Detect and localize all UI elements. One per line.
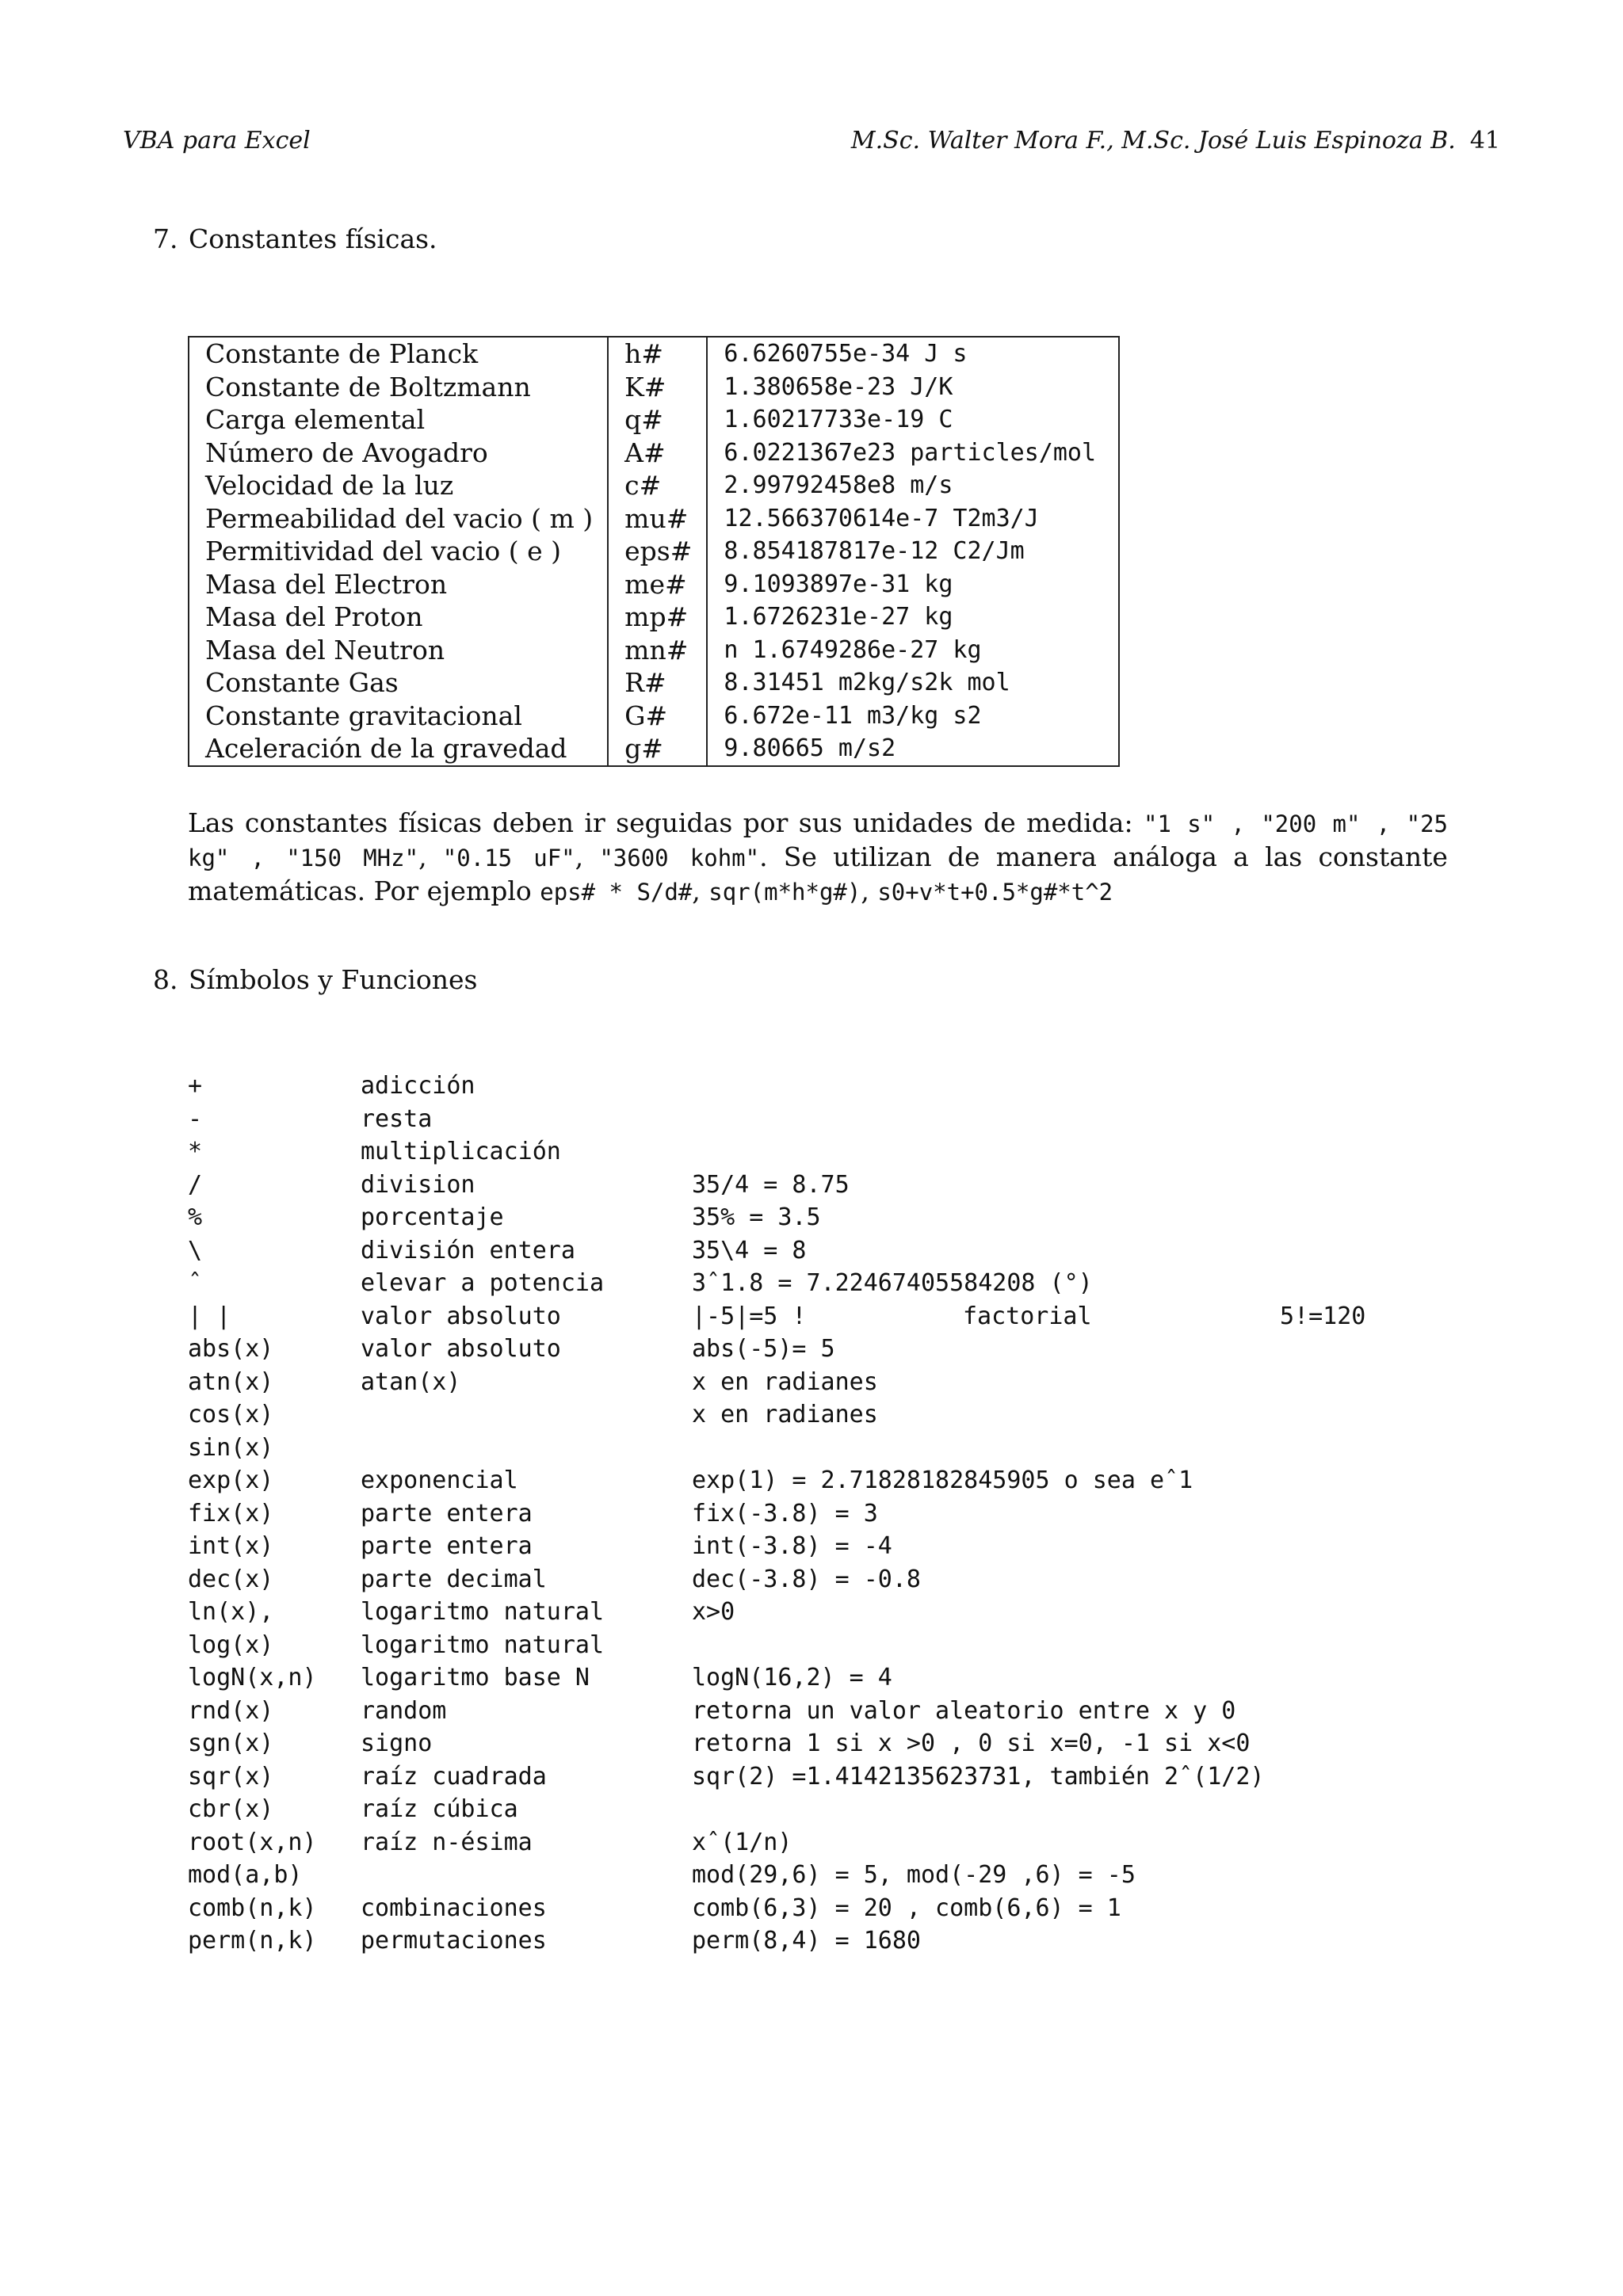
symbol-example: 35\4 = 8 [692, 1236, 807, 1264]
symbol-example: logN(16,2) = 4 [692, 1664, 892, 1691]
symbol: | | [188, 1302, 231, 1330]
symbol-example: abs(-5)= 5 [692, 1335, 835, 1363]
symbol-example: x en radianes [692, 1367, 878, 1396]
symbol-example: 35% = 3.5 [692, 1203, 821, 1231]
symbol: * [188, 1138, 203, 1165]
symbol: exp(x) [188, 1466, 274, 1494]
constant-name: Aceleración de la gravedad [189, 732, 608, 766]
symbol-description: multiplicación [361, 1138, 561, 1165]
symbol: fix(x) [188, 1499, 274, 1527]
symbol-description: porcentaje [361, 1203, 504, 1231]
constant-row [189, 437, 1119, 470]
symbol: sgn(x) [188, 1730, 274, 1757]
paragraph-code: s0+v*t+0.5*g#*t^2 [877, 879, 1113, 906]
paragraph-text: Las constantes físicas deben ir seguidas por sus unidades de medida: [188, 807, 1144, 838]
constant-symbol: R# [608, 666, 707, 700]
page-number: 41 [1469, 127, 1500, 154]
constant-row [189, 601, 1119, 634]
constant-name: Masa del Proton [189, 601, 608, 634]
symbol: - [188, 1104, 203, 1133]
section-title: Constantes físicas. [189, 223, 437, 254]
symbol-description: exponencial [361, 1466, 518, 1494]
symbol: / [188, 1170, 203, 1199]
constant-row [189, 568, 1119, 601]
symbol: ln(x), [188, 1598, 274, 1626]
symbol-example: fix(-3.8) = 3 [692, 1499, 878, 1527]
constant-value: 1.6726231e-27 kg [724, 603, 953, 631]
constant-name: Carga elemental [189, 403, 608, 437]
constant-symbol: h# [608, 337, 707, 371]
symbol: int(x) [188, 1532, 274, 1560]
paragraph-code: sqr(m*h*g#) [708, 879, 861, 906]
constant-value: 1.380658e-23 J/K [724, 372, 953, 401]
symbol-description: raíz n-ésima [361, 1828, 533, 1856]
symbol: + [188, 1072, 203, 1100]
constant-name: Constante gravitacional [189, 700, 608, 733]
constant-row [189, 732, 1119, 766]
symbol-description: division [361, 1170, 475, 1199]
constant-symbol: mp# [608, 601, 707, 634]
symbol-example: perm(8,4) = 1680 [692, 1927, 921, 1955]
symbol: % [188, 1203, 203, 1231]
symbol-example: exp(1) = 2.71828182845905 o sea eˆ1 [692, 1466, 1193, 1494]
constant-name: Constante Gas [189, 666, 608, 700]
symbol: \ [188, 1236, 203, 1264]
symbol-example: 35/4 = 8.75 [692, 1170, 850, 1199]
symbol: perm(n,k) [188, 1927, 317, 1955]
constant-value: 8.31451 m2kg/s2k mol [724, 669, 1010, 696]
constant-value: 9.80665 m/s2 [724, 734, 896, 762]
constant-value: n 1.6749286e-27 kg [724, 635, 982, 664]
symbol: mod(a,b) [188, 1861, 303, 1889]
constant-symbol: c# [608, 469, 707, 502]
constant-name: Constante de Boltzmann [189, 371, 608, 404]
constant-value: 12.566370614e-7 T2m3/J [724, 504, 1039, 532]
symbol-description: permutaciones [361, 1927, 547, 1955]
constant-row [189, 700, 1119, 733]
symbol-example: sqr(2) =1.4142135623731, también 2ˆ(1/2) [692, 1762, 1265, 1791]
symbol: logN(x,n) [188, 1664, 317, 1691]
symbol: atn(x) [188, 1367, 274, 1396]
symbol-description: parte decimal [361, 1565, 547, 1593]
paragraph-code: eps# * S/d# [540, 879, 693, 906]
symbol-description: logaritmo base N [361, 1664, 590, 1691]
symbol-description: división entera [361, 1236, 575, 1264]
symbol: abs(x) [188, 1335, 274, 1363]
constant-value: 9.1093897e-31 kg [724, 570, 953, 598]
constants-table [188, 336, 1120, 767]
constant-row [189, 666, 1119, 700]
symbol-description: elevar a potencia [361, 1269, 605, 1297]
symbol: sqr(x) [188, 1762, 274, 1791]
paragraph-text: , [575, 841, 600, 872]
constant-name: Masa del Electron [189, 568, 608, 601]
constant-value: 8.854187817e-12 C2/Jm [724, 537, 1025, 565]
symbol: cos(x) [188, 1401, 274, 1428]
constant-row [189, 634, 1119, 667]
section-number: 7. [153, 223, 178, 254]
paragraph-code: "0.15 uF" [442, 845, 575, 871]
constant-symbol: q# [608, 403, 707, 437]
symbol-description: combinaciones [361, 1894, 547, 1922]
symbol-description: resta [361, 1104, 433, 1133]
symbol-description: valor absoluto [361, 1302, 561, 1330]
constant-row [189, 502, 1119, 536]
symbol-description: adicción [361, 1072, 475, 1100]
constant-name: Masa del Neutron [189, 634, 608, 667]
constant-name: Permeabilidad del vacio ( m ) [189, 502, 608, 536]
constant-row [189, 535, 1119, 568]
symbol: comb(n,k) [188, 1894, 317, 1922]
constant-row [189, 469, 1119, 502]
constant-symbol: eps# [608, 535, 707, 568]
paragraph-text: , [692, 875, 709, 906]
constant-symbol: g# [608, 732, 707, 766]
symbol-description: atan(x) [361, 1367, 461, 1396]
constant-row [189, 371, 1119, 404]
page-header [123, 127, 1500, 154]
paragraph-text: , [418, 841, 443, 872]
symbol: ˆ [188, 1269, 203, 1297]
symbol-description: raíz cuadrada [361, 1762, 547, 1791]
constant-name: Permitividad del vacio ( e ) [189, 535, 608, 568]
constants-paragraph [188, 807, 1448, 909]
constant-symbol: A# [608, 437, 707, 470]
symbol-example: 3ˆ1.8 = 7.22467405584208 (°) [692, 1269, 1093, 1297]
constant-value: 6.6260755e-34 J s [724, 340, 968, 368]
section-title: Símbolos y Funciones [189, 964, 478, 995]
constant-value: 6.0221367e23 particles/mol [724, 438, 1097, 467]
constant-symbol: K# [608, 371, 707, 404]
symbol-example: comb(6,3) = 20 , comb(6,6) = 1 [692, 1894, 1121, 1922]
constant-symbol: me# [608, 568, 707, 601]
symbol-extra-description: factorial [963, 1302, 1092, 1330]
symbol: log(x) [188, 1630, 274, 1659]
symbol-description: logaritmo natural [361, 1630, 605, 1659]
symbol-example: x>0 [692, 1598, 735, 1626]
symbol-example: x en radianes [692, 1401, 878, 1428]
symbol: sin(x) [188, 1433, 274, 1462]
header-authors [851, 127, 1500, 154]
section-number: 8. [153, 964, 178, 995]
paragraph-text: . Se utilizan de manera análoga a las constante matemáticas. Por ejemplo [188, 841, 1448, 906]
symbol-example: mod(29,6) = 5, mod(-29 ,6) = -5 [692, 1861, 1136, 1889]
constant-symbol: mn# [608, 634, 707, 667]
symbol-description: valor absoluto [361, 1335, 561, 1363]
section-8-heading [153, 964, 477, 995]
constant-symbol: mu# [608, 502, 707, 536]
constant-value: 6.672e-11 m3/kg s2 [724, 701, 982, 730]
symbol-description: raíz cúbica [361, 1795, 518, 1823]
symbol-description: signo [361, 1730, 433, 1757]
header-title: VBA para Excel [123, 127, 311, 154]
symbol-example: int(-3.8) = -4 [692, 1532, 892, 1560]
symbol-description: parte entera [361, 1532, 533, 1560]
constant-row [189, 337, 1119, 371]
paragraph-text: , [861, 875, 878, 906]
symbol-example: retorna 1 si x >0 , 0 si x=0, -1 si x<0 [692, 1730, 1251, 1757]
constant-row [189, 403, 1119, 437]
symbol: dec(x) [188, 1565, 274, 1593]
symbol-description: parte entera [361, 1499, 533, 1527]
symbol-example: dec(-3.8) = -0.8 [692, 1565, 921, 1593]
constant-name: Velocidad de la luz [189, 469, 608, 502]
symbol-example: retorna un valor aleatorio entre x y 0 [692, 1696, 1236, 1725]
symbol: root(x,n) [188, 1828, 317, 1856]
constant-name: Número de Avogadro [189, 437, 608, 470]
symbol-example: xˆ(1/n) [692, 1828, 792, 1856]
section-7-heading [153, 223, 437, 254]
paragraph-code: "1 s" , "200 m" , "25 kg" , "150 MHz" [188, 810, 1448, 871]
constant-name: Constante de Planck [189, 337, 608, 371]
constant-symbol: G# [608, 700, 707, 733]
symbol-description: logaritmo natural [361, 1598, 605, 1626]
symbol: cbr(x) [188, 1795, 274, 1823]
symbol-example: |-5|=5 ! [692, 1302, 807, 1330]
symbol: rnd(x) [188, 1696, 274, 1725]
paragraph-code: "3600 kohm" [599, 845, 760, 871]
symbol-extra-example: 5!=120 [1280, 1302, 1366, 1330]
constant-value: 1.60217733e-19 C [724, 406, 953, 433]
header-authors-text: M.Sc. Walter Mora F., M.Sc. José Luis Espinoza B. [850, 127, 1456, 154]
constant-value: 2.99792458e8 m/s [724, 471, 953, 499]
symbol-description: random [361, 1696, 447, 1725]
